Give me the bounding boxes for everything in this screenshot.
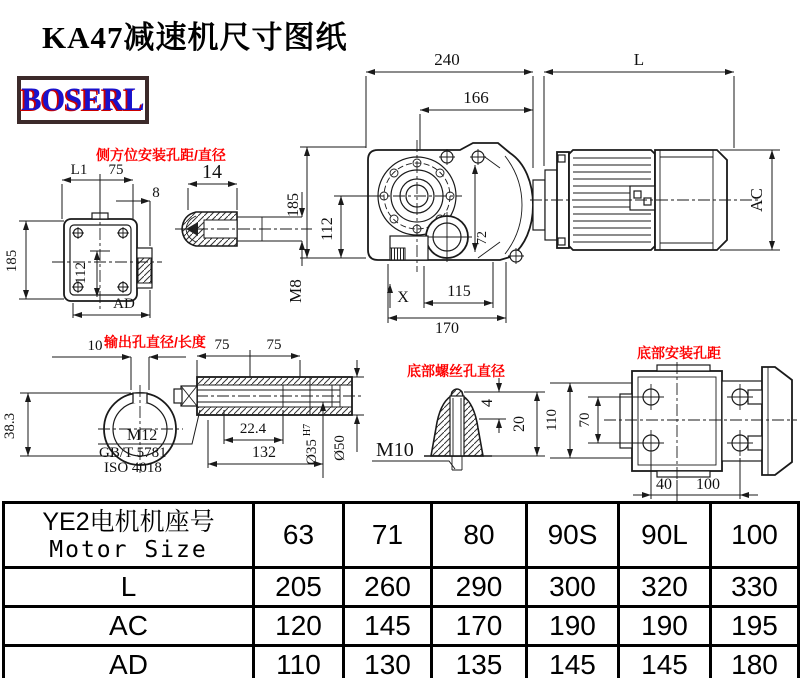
row-label-AC: AC [4,607,254,646]
col-header-90S: 90S [527,503,619,568]
dim-132: 132 [252,444,276,461]
dim-75b: 75 [266,337,282,353]
dim-110: 110 [544,409,560,431]
dim-L: L [633,50,645,69]
bottom-screw-view [372,363,545,470]
cell-L-80: 290 [432,568,527,607]
cell-AD-80: 135 [432,646,527,678]
table-row-AC [4,607,799,646]
col-header-100: 100 [711,503,799,568]
table-header-row [4,503,799,568]
note-gb: GB/T 5781 [99,445,167,461]
dim-75a: 75 [214,337,230,353]
dim-22.4: 22.4 [239,421,267,437]
cell-L-71: 260 [344,568,432,607]
dim-L1: L1 [70,162,88,178]
label-side-mount: 侧方位安装孔距/直径 [96,147,226,163]
dim-72: 72 [475,231,490,245]
cell-AC-90S: 190 [527,607,619,646]
dim-20: 20 [511,416,528,432]
label-output-hole: 输出孔直径/长度 [104,334,206,350]
dim-40: 40 [656,476,672,493]
dim-10: 10 [87,338,103,354]
page-title: KA47减速机尺寸图纸 [42,20,348,55]
dim-8: 8 [152,185,160,201]
dim-4: 4 [479,399,496,407]
label-bottom-screw: 底部螺丝孔直径 [407,363,505,379]
row-label-AD: AD [4,646,254,678]
cell-AC-90L: 190 [619,607,711,646]
table-row-AD [4,646,799,678]
motor-size-table [2,501,800,678]
table-header-en: Motor Size [49,537,208,563]
cell-L-90S: 300 [527,568,619,607]
dim-185: 185 [285,193,302,217]
dim-100: 100 [696,476,720,493]
cell-L-63: 205 [254,568,344,607]
row-label-L: L [4,568,254,607]
side-plug-view [175,161,312,303]
dim-115: 115 [447,283,471,300]
col-header-90L: 90L [619,503,711,568]
dim-38.3: 38.3 [2,412,18,440]
cell-AD-63: 110 [254,646,344,678]
cell-AC-80: 170 [432,607,527,646]
dim-70: 70 [577,412,593,428]
cell-L-100: 330 [711,568,799,607]
cell-AD-90S: 145 [527,646,619,678]
dim-14: 14 [202,161,222,183]
dim-112: 112 [319,217,336,241]
dim-170: 170 [435,320,459,337]
dim-185-rear: 185 [4,249,20,273]
col-header-80: 80 [432,503,527,568]
main-view [285,50,780,337]
cell-AD-90L: 145 [619,646,711,678]
cell-AC-63: 120 [254,607,344,646]
cell-AC-100: 195 [711,607,799,646]
table-header-zh: YE2电机机座号 [42,508,215,536]
dim-dia50: Ø50 [332,435,348,461]
bottom-mount-view [544,345,797,501]
dim-dia35-tol: H7 [302,423,313,437]
note-iso: ISO 4018 [104,460,162,476]
col-header-63: 63 [254,503,344,568]
cell-L-90L: 320 [619,568,711,607]
table-header-motor-size [4,503,254,568]
label-X: X [397,289,409,306]
dim-dia35: Ø35 [304,439,320,465]
label-bottom-mount: 底部安装孔距 [637,345,721,361]
cell-AD-71: 130 [344,646,432,678]
boserl-logo-text: BOSERL [21,81,145,118]
note-m12: M12 [127,427,158,444]
table-row-L [4,568,799,607]
dim-75-rear: 75 [108,162,124,178]
cell-AD-100: 180 [711,646,799,678]
dim-M10: M10 [376,439,414,461]
dim-240: 240 [434,50,460,69]
dim-112-rear: 112 [73,262,89,284]
dim-M8: M8 [286,279,305,303]
dim-AD: AD [113,296,135,312]
cell-AC-71: 145 [344,607,432,646]
dim-AC: AC [747,188,766,212]
col-header-71: 71 [344,503,432,568]
dim-166: 166 [463,88,489,107]
